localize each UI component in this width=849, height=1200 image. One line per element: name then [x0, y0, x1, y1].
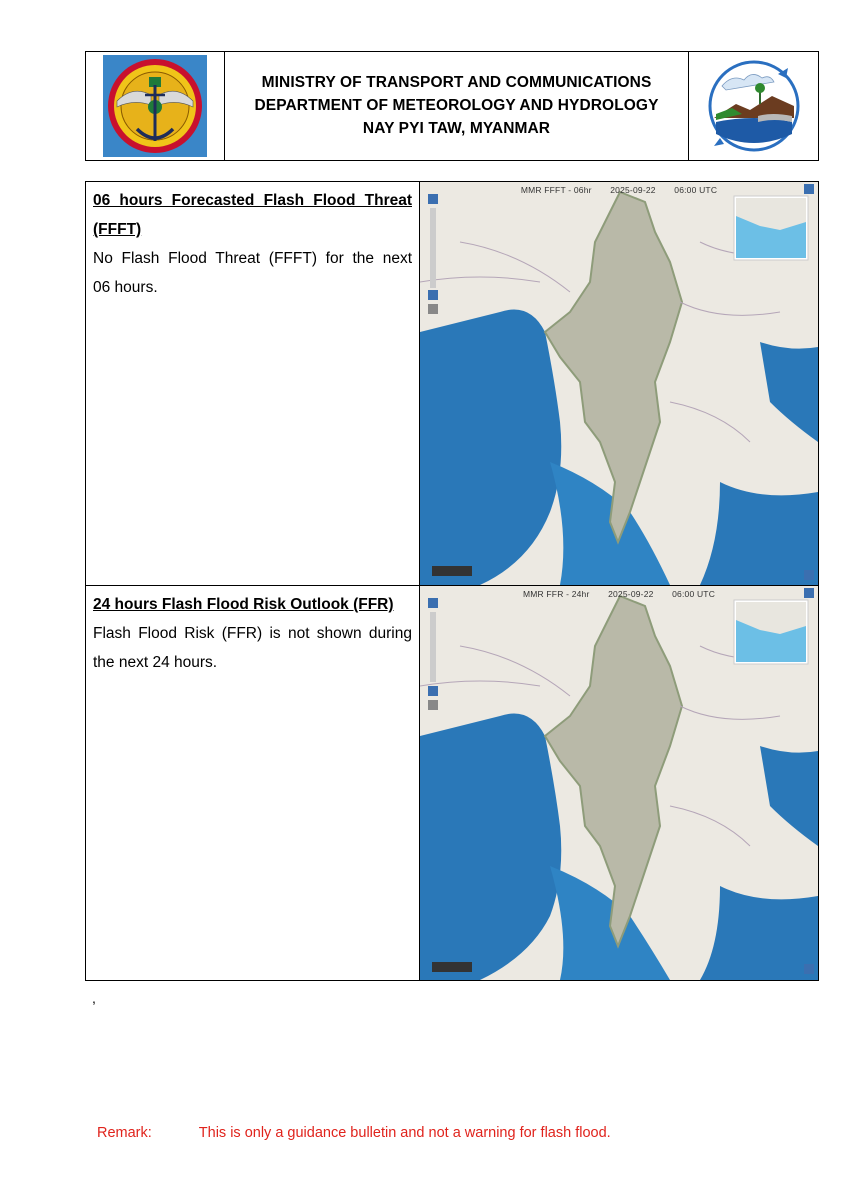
ministry-emblem-icon [103, 55, 207, 157]
ffft-map-title: MMR FFFT - 06hr 2025-09-22 06:00 UTC [520, 185, 718, 195]
ffr-map-graphic [420, 586, 818, 980]
ffr-map[interactable] [420, 586, 818, 980]
header-title-block [225, 52, 688, 160]
ffr-row [86, 586, 818, 980]
ffft-map[interactable] [420, 182, 818, 585]
ffft-row [86, 182, 818, 586]
hydrological-cycle-icon [702, 56, 806, 156]
ffr-body-line2: the next 24 hours. [93, 654, 218, 671]
ffr-text-cell [86, 586, 420, 980]
forecast-table [85, 181, 819, 981]
ffr-body-line1: Flash Flood Risk (FFR) is not shown during [93, 625, 412, 642]
ministry-emblem-cell [86, 52, 225, 160]
remark-text: This is only a guidance bulletin and not a warning for flash flood. [198, 1125, 611, 1141]
ffft-text-cell [86, 182, 420, 585]
ffft-map-graphic [420, 182, 818, 585]
ffft-body-line1: No Flash Flood Threat (FFFT) for the next [93, 250, 412, 267]
trailing-mark: , [92, 990, 96, 1006]
remark-label: Remark: [97, 1125, 152, 1141]
ffft-body-line2: 06 hours. [93, 279, 158, 296]
ffr-map-title: MMR FFR - 24hr 2025-09-22 06:00 UTC [522, 589, 716, 599]
department-name: DEPARTMENT OF METEOROLOGY AND HYDROLOGY [254, 97, 659, 114]
ffr-heading: 24 hours Flash Flood Risk Outlook (FFR) [93, 596, 394, 613]
dmh-logo-cell [688, 52, 818, 160]
ministry-name: MINISTRY OF TRANSPORT AND COMMUNICATIONS [261, 74, 652, 91]
location-name: NAY PYI TAW, MYANMAR [362, 120, 551, 137]
ffft-heading-line1: 06 hours Forecasted Flash Flood Threat [93, 192, 412, 209]
remark-line [97, 1125, 611, 1141]
ffft-heading-line2: (FFFT) [93, 221, 142, 238]
bulletin-header [85, 51, 819, 161]
